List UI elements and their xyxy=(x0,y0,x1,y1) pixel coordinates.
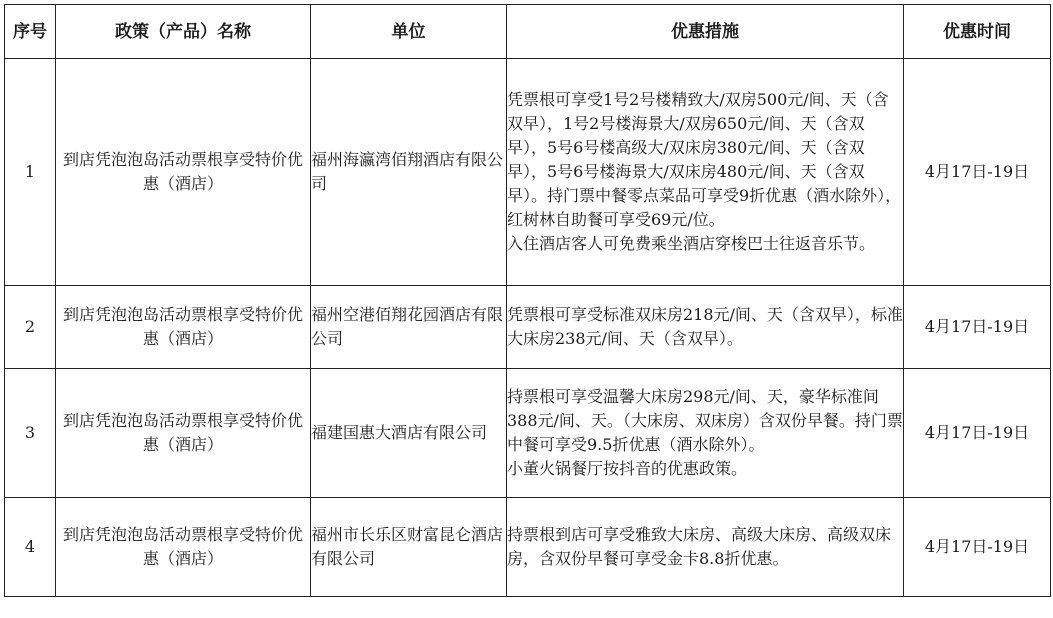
unit-name: 福州空港佰翔花园酒店有限公司 xyxy=(311,286,507,369)
policy-name: 到店凭泡泡岛活动票根享受特价优惠（酒店） xyxy=(56,59,311,286)
header-measures: 优惠措施 xyxy=(507,5,904,59)
policy-name: 到店凭泡泡岛活动票根享受特价优惠（酒店） xyxy=(56,498,311,597)
measure-text: 持票根到店可享受雅致大床房、高级大床房、高级双床房，含双份早餐可享受金卡8.8折优惠。 xyxy=(507,525,892,568)
row-index: 3 xyxy=(5,369,56,498)
table-row xyxy=(5,498,1051,597)
measures-cell xyxy=(507,369,904,498)
measures-cell xyxy=(507,498,904,597)
unit-name: 福州海瀛湾佰翔酒店有限公司 xyxy=(311,59,507,286)
row-index: 4 xyxy=(5,498,56,597)
table-row xyxy=(5,286,1051,369)
discount-time: 4月17日-19日 xyxy=(904,59,1051,286)
measure-text: 凭票根可享受标准双床房218元/间、天（含双早），标准大床房238元/间、天（含双早）。 xyxy=(507,305,903,348)
measures-cell xyxy=(507,59,904,286)
discount-time: 4月17日-19日 xyxy=(904,498,1051,597)
header-time: 优惠时间 xyxy=(904,5,1051,59)
header-name: 政策（产品）名称 xyxy=(56,5,311,59)
discount-time: 4月17日-19日 xyxy=(904,286,1051,369)
discount-time: 4月17日-19日 xyxy=(904,369,1051,498)
table-row xyxy=(5,59,1051,286)
policy-name: 到店凭泡泡岛活动票根享受特价优惠（酒店） xyxy=(56,286,311,369)
row-index: 1 xyxy=(5,59,56,286)
measures-cell xyxy=(507,286,904,369)
unit-name: 福州市长乐区财富昆仑酒店有限公司 xyxy=(311,498,507,597)
measure-text: 凭票根可享受1号2号楼精致大/双房500元/间、天（含双早），1号2号楼海景大/双房650元/间、天（含双早），5号6号楼高级大/双床房380元/间、天（含双早），5号6号楼海景大/双床房480元/间、天（含双早）。持门票中餐零点菜品可享受9折优惠（酒水除外），红树林自助餐可享受69元/位。 xyxy=(507,90,902,229)
measure-text: 持票根可享受温馨大床房298元/间、天，豪华标准间388元/间、天。（大床房、双床房）含双份早餐。持门票中餐可享受9.5折优惠（酒水除外）。 xyxy=(507,387,903,454)
row-index: 2 xyxy=(5,286,56,369)
header-index: 序号 xyxy=(5,5,56,59)
measure-text: 入住酒店客人可免费乘坐酒店穿梭巴士往返音乐节。 xyxy=(507,234,876,253)
policy-table xyxy=(4,4,1051,597)
header-unit: 单位 xyxy=(311,5,507,59)
policy-name: 到店凭泡泡岛活动票根享受特价优惠（酒店） xyxy=(56,369,311,498)
header-row xyxy=(5,5,1051,59)
measure-text: 小董火锅餐厅按抖音的优惠政策。 xyxy=(507,459,748,478)
table-row xyxy=(5,369,1051,498)
unit-name: 福建国惠大酒店有限公司 xyxy=(311,369,507,498)
